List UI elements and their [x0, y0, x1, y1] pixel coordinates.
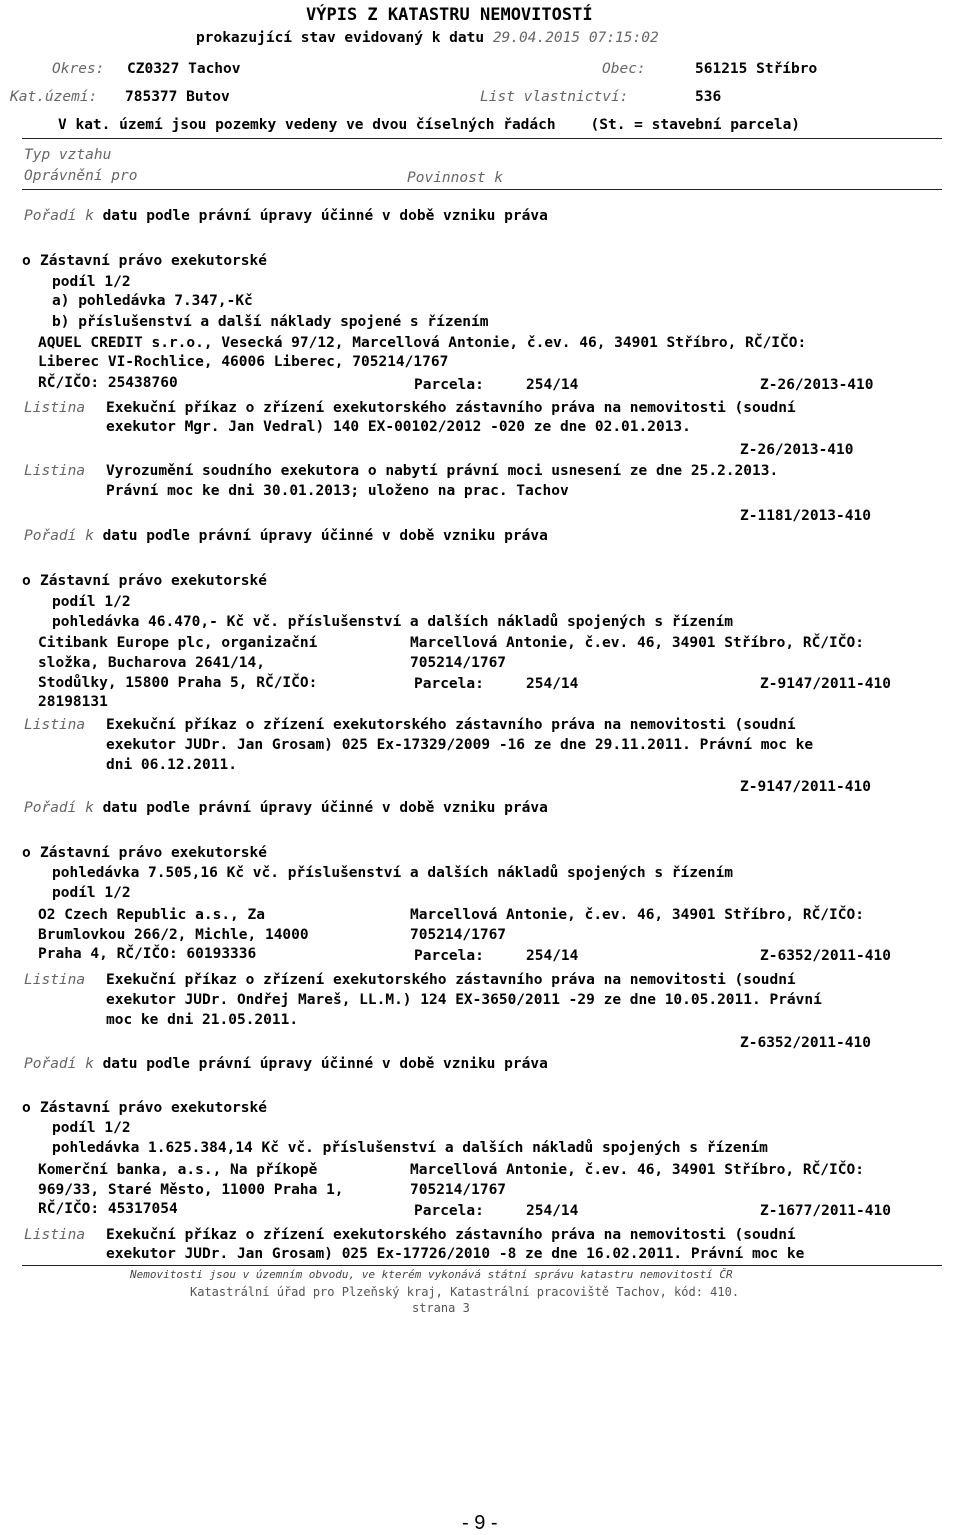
entry-type: Zástavní právo exekutorské: [40, 253, 267, 269]
reference-number: Z-26/2013-410: [760, 377, 874, 393]
creditor-line: 28198131: [38, 694, 108, 710]
okres-value: CZ0327 Tachov: [127, 61, 241, 77]
header-note: V kat. území jsou pozemky vedeny ve dvou číselných řadách (St. = stavební parcela): [58, 117, 801, 133]
entry-type: Zástavní právo exekutorské: [40, 573, 267, 589]
list-value: 536: [695, 89, 722, 105]
listina-line: Exekuční příkaz o zřízení exekutorského zástavního práva na nemovitosti (soudní: [106, 400, 796, 416]
creditor-line: RČ/IČO: 45317054: [38, 1201, 178, 1217]
entry-bullet: o: [22, 253, 31, 269]
entry-bullet: o: [22, 573, 31, 589]
creditor-line: Praha 4, RČ/IČO: 60193336: [38, 946, 257, 962]
col-opravneni-pro: Oprávnění pro: [24, 168, 138, 184]
footer-line: Nemovitosti jsou v územním obvodu, ve kterém vykonává státní správu katastru nemovitostí ČR: [130, 1268, 733, 1281]
party-line: Liberec VI-Rochlice, 46006 Liberec, 705214/1767: [38, 354, 449, 370]
entry-line: podíl 1/2: [52, 594, 131, 610]
listina-line: Exekuční příkaz o zřízení exekutorského zástavního práva na nemovitosti (soudní: [106, 1227, 796, 1243]
katuzemi-label: Kat.území:: [10, 89, 98, 105]
parcel-label: Parcela:: [414, 676, 484, 692]
listina-label: Listina: [24, 717, 86, 733]
listina-line: Vyrozumění soudního exekutora o nabytí právní moci usnesení ze dne 25.2.2013.: [106, 463, 779, 479]
poradi-text: datu podle právní úpravy účinné v době vzniku práva: [102, 208, 548, 224]
col-povinnost-k: Povinnost k: [407, 170, 504, 186]
poradi-label: Pořadí k: [24, 528, 94, 544]
reference-number: Z-6352/2011-410: [740, 1035, 871, 1051]
col-typ-vztahu: Typ vztahu: [24, 147, 112, 163]
header-rule: [22, 138, 942, 139]
listina-line: Právní moc ke dni 30.01.2013; uloženo na prac. Tachov: [106, 483, 569, 499]
creditor-line: Komerční banka, a.s., Na příkopě: [38, 1162, 318, 1178]
page-number: - 9 -: [462, 1512, 498, 1534]
entry-line: a) pohledávka 7.347,-Kč: [52, 293, 253, 309]
poradi-text: datu podle právní úpravy účinné v době vzniku práva: [102, 528, 548, 544]
obec-label: Obec:: [602, 61, 646, 77]
subtitle-prefix: prokazující stav evidovaný k datu: [196, 30, 485, 46]
poradi-line: [24, 1055, 548, 1073]
entry-line: podíl 1/2: [52, 274, 131, 290]
party-line: RČ/IČO: 25438760: [38, 375, 178, 391]
creditor-line: 969/33, Staré Město, 11000 Praha 1,: [38, 1182, 344, 1198]
parcel-label: Parcela:: [414, 377, 484, 393]
subtitle-date: 29.04.2015 07:15:02: [492, 30, 659, 46]
reference-number: Z-6352/2011-410: [760, 948, 891, 964]
entry-type: Zástavní právo exekutorské: [40, 845, 267, 861]
listina-label: Listina: [24, 400, 86, 416]
poradi-text: datu podle právní úpravy účinné v době vzniku práva: [102, 800, 548, 816]
entry-line: b) příslušenství a další náklady spojené s řízením: [52, 314, 489, 330]
listina-label: Listina: [24, 463, 86, 479]
entry-bullet: o: [22, 1100, 31, 1116]
parcel-value: 254/14: [526, 1203, 579, 1219]
katuzemi-value: 785377 Butov: [125, 89, 230, 105]
listina-line: exekutor JUDr. Jan Grosam) 025 Ex-17329/2009 -16 ze dne 29.11.2011. Právní moc ke: [106, 737, 814, 753]
poradi-label: Pořadí k: [24, 208, 94, 224]
listina-line: Exekuční příkaz o zřízení exekutorského zástavního práva na nemovitosti (soudní: [106, 717, 796, 733]
document-title: VÝPIS Z KATASTRU NEMOVITOSTÍ: [306, 5, 593, 25]
footer-line: Katastrální úřad pro Plzeňský kraj, Katastrální pracoviště Tachov, kód: 410.: [190, 1285, 740, 1299]
owner-line: 705214/1767: [410, 927, 507, 943]
creditor-line: složka, Bucharova 2641/14,: [38, 655, 265, 671]
parcel-value: 254/14: [526, 676, 579, 692]
entry-line: pohledávka 46.470,- Kč vč. příslušenství a dalších nákladů spojených s řízením: [52, 614, 733, 630]
entry-line: pohledávka 7.505,16 Kč vč. příslušenství a dalších nákladů spojených s řízením: [52, 865, 733, 881]
listina-label: Listina: [24, 972, 86, 988]
creditor-line: Stodůlky, 15800 Praha 5, RČ/IČO:: [38, 675, 318, 691]
footer-page-label: strana 3: [412, 1301, 470, 1315]
entry-line: podíl 1/2: [52, 1120, 131, 1136]
listina-line: moc ke dni 21.05.2011.: [106, 1012, 299, 1028]
parcel-label: Parcela:: [414, 948, 484, 964]
listina-line: exekutor JUDr. Jan Grosam) 025 Ex-17726/2010 -8 ze dne 16.02.2011. Právní moc ke: [106, 1246, 805, 1262]
creditor-line: Brumlovkou 266/2, Michle, 14000: [38, 927, 309, 943]
owner-line: 705214/1767: [410, 1182, 507, 1198]
poradi-line: [24, 799, 548, 817]
parcel-label: Parcela:: [414, 1203, 484, 1219]
list-label: List vlastnictví:: [480, 89, 629, 105]
reference-number: Z-1677/2011-410: [760, 1203, 891, 1219]
poradi-line: [24, 527, 548, 545]
listina-line: dni 06.12.2011.: [106, 757, 237, 773]
parcel-value: 254/14: [526, 948, 579, 964]
entry-line: pohledávka 1.625.384,14 Kč vč. příslušenství a dalších nákladů spojených s řízením: [52, 1140, 768, 1156]
listina-label: Listina: [24, 1227, 86, 1243]
creditor-line: Citibank Europe plc, organizační: [38, 635, 318, 651]
listina-line: exekutor Mgr. Jan Vedral) 140 EX-00102/2012 -020 ze dne 02.01.2013.: [106, 419, 691, 435]
poradi-label: Pořadí k: [24, 800, 94, 816]
columns-rule: [22, 189, 942, 190]
obec-value: 561215 Stříbro: [695, 61, 818, 77]
creditor-line: O2 Czech Republic a.s., Za: [38, 907, 265, 923]
listina-line: Exekuční příkaz o zřízení exekutorského zástavního práva na nemovitosti (soudní: [106, 972, 796, 988]
reference-number: Z-26/2013-410: [740, 442, 854, 458]
listina-line: exekutor JUDr. Ondřej Mareš, LL.M.) 124 EX-3650/2011 -29 ze dne 10.05.2011. Právní: [106, 992, 822, 1008]
parcel-value: 254/14: [526, 377, 579, 393]
poradi-text: datu podle právní úpravy účinné v době vzniku práva: [102, 1056, 548, 1072]
entry-type: Zástavní právo exekutorské: [40, 1100, 267, 1116]
reference-number: Z-9147/2011-410: [760, 676, 891, 692]
subtitle: [196, 29, 659, 47]
okres-label: Okres:: [52, 61, 105, 77]
owner-line: Marcellová Antonie, č.ev. 46, 34901 Stříbro, RČ/IČO:: [410, 635, 864, 651]
owner-line: Marcellová Antonie, č.ev. 46, 34901 Stříbro, RČ/IČO:: [410, 907, 864, 923]
entry-bullet: o: [22, 845, 31, 861]
owner-line: Marcellová Antonie, č.ev. 46, 34901 Stříbro, RČ/IČO:: [410, 1162, 864, 1178]
reference-number: Z-9147/2011-410: [740, 779, 871, 795]
entry-line: podíl 1/2: [52, 885, 131, 901]
party-line: AQUEL CREDIT s.r.o., Vesecká 97/12, Marcellová Antonie, č.ev. 46, 34901 Stříbro, RČ/IČO:: [38, 335, 807, 351]
reference-number: Z-1181/2013-410: [740, 508, 871, 524]
poradi-line: [24, 207, 548, 225]
poradi-label: Pořadí k: [24, 1056, 94, 1072]
owner-line: 705214/1767: [410, 655, 507, 671]
